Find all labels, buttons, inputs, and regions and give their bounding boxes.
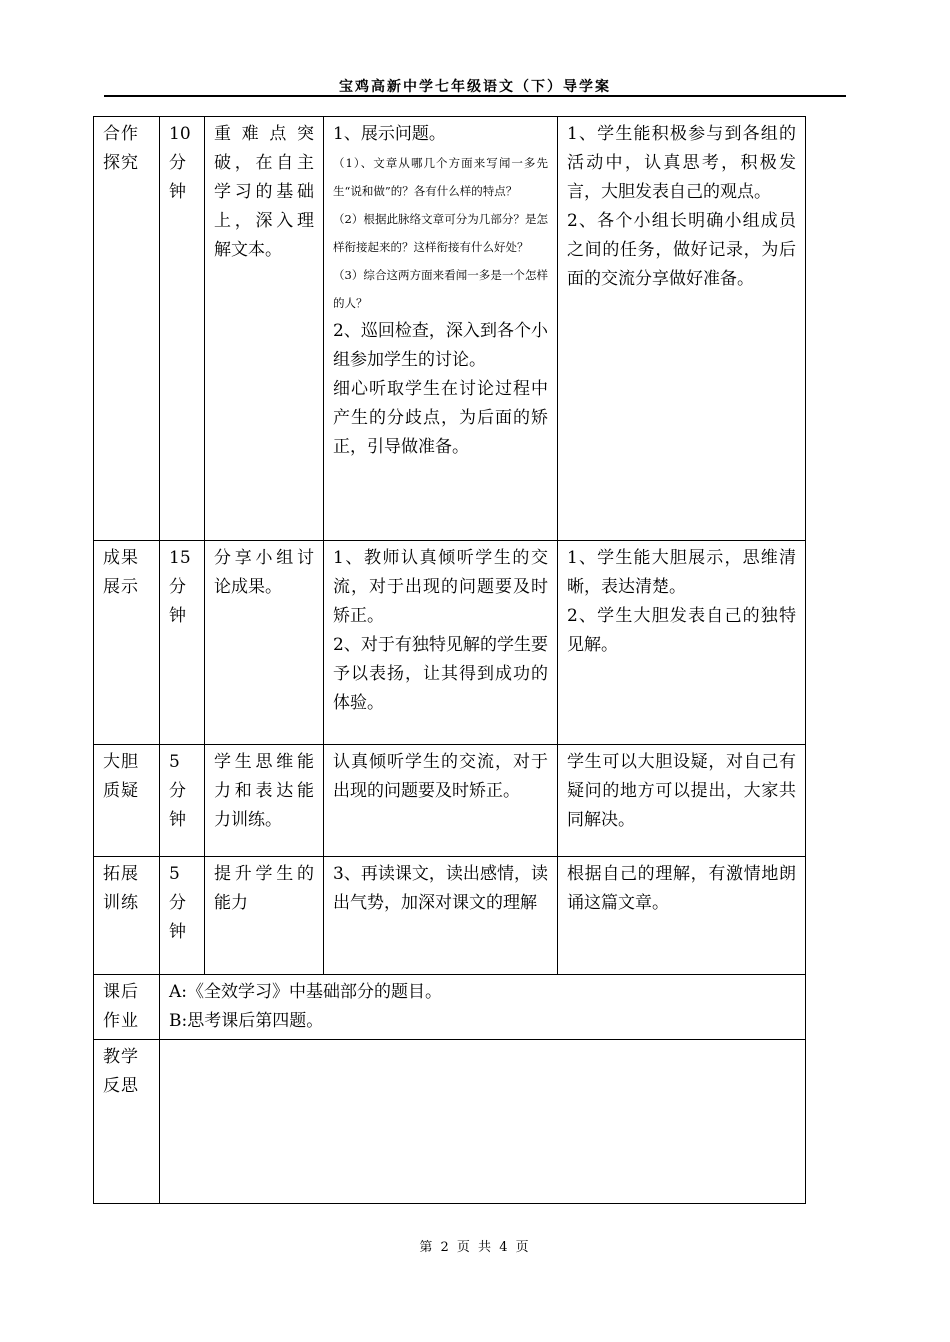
student-cell — [558, 541, 806, 745]
goal-cell: 提升学生的能力 — [205, 857, 324, 975]
goal-cell: 学生思维能力和表达能力训练。 — [205, 745, 324, 857]
teacher-cell — [324, 117, 558, 541]
time-cell — [160, 117, 205, 541]
goal-cell: 重难点突破，在自主学习的基础上，深入理解文本。 — [205, 117, 324, 541]
teacher-paragraph: 2、对于有独特见解的学生要予以表扬，让其得到成功的体验。 — [333, 635, 548, 713]
time-cell — [160, 857, 205, 975]
header-rule — [104, 95, 846, 97]
reflection-row — [94, 1040, 806, 1204]
teacher-paragraph: 细心听取学生在讨论过程中产生的分歧点，为后面的矫正，引导做准备。 — [333, 379, 548, 457]
question-3: （3）综合这两方面来看闻一多是一个怎样的人？ — [333, 268, 548, 310]
homework-item-b: B:思考课后第四题。 — [169, 1011, 324, 1031]
teacher-paragraph: 2、巡回检查，深入到各个小组参加学生的讨论。 — [333, 321, 548, 370]
homework-cell — [160, 975, 806, 1040]
goal-cell: 分享小组讨论成果。 — [205, 541, 324, 745]
stage-cell: 合作探究 — [94, 117, 160, 541]
teacher-paragraph: 1、教师认真倾听学生的交流，对于出现的问题要及时矫正。 — [333, 548, 548, 626]
table-row — [94, 745, 806, 857]
student-paragraph: 2、各个小组长明确小组成员之间的任务，做好记录，为后面的交流分享做好准备。 — [567, 211, 796, 289]
time-unit-1: 分 — [169, 153, 186, 173]
reflection-cell — [160, 1040, 806, 1204]
table-row — [94, 857, 806, 975]
question-2: （2）根据此脉络文章可分为几部分？是怎样衔接起来的？这样衔接有什么好处？ — [333, 212, 548, 254]
page-header-title: 宝鸡高新中学七年级语文（下）导学案 — [339, 79, 611, 95]
stage-cell: 成果展示 — [94, 541, 160, 745]
stage-cell: 大胆质疑 — [94, 745, 160, 857]
time-unit-1: 分 — [169, 893, 186, 913]
table-row — [94, 541, 806, 745]
teacher-cell: 认真倾听学生的交流，对于出现的问题要及时矫正。 — [324, 745, 558, 857]
student-cell: 学生可以大胆设疑，对自己有疑问的地方可以提出，大家共同解决。 — [558, 745, 806, 857]
stage-cell: 课后作业 — [94, 975, 160, 1040]
homework-row — [94, 975, 806, 1040]
student-paragraph: 2、学生大胆发表自己的独特见解。 — [567, 606, 796, 655]
lesson-plan-table — [93, 116, 806, 1204]
homework-item-a: A:《全效学习》中基础部分的题目。 — [169, 982, 443, 1002]
page-footer: 第 2 页 共 4 页 — [419, 1240, 531, 1255]
stage-cell: 拓展训练 — [94, 857, 160, 975]
time-cell — [160, 541, 205, 745]
time-value: 15 — [169, 548, 191, 568]
time-unit-2: 钟 — [169, 810, 186, 830]
time-unit-2: 钟 — [169, 606, 186, 626]
time-unit-1: 分 — [169, 577, 186, 597]
teacher-cell — [324, 541, 558, 745]
time-unit-2: 钟 — [169, 922, 186, 942]
time-cell — [160, 745, 205, 857]
student-cell — [558, 117, 806, 541]
teacher-cell: 3、再读课文，读出感情，读出气势，加深对课文的理解 — [324, 857, 558, 975]
student-paragraph: 1、学生能大胆展示，思维清晰，表达清楚。 — [567, 548, 796, 597]
time-value: 5 — [169, 752, 180, 772]
teacher-intro: 1、展示问题。 — [333, 124, 446, 144]
student-paragraph: 1、学生能积极参与到各组的活动中，认真思考，积极发言，大胆发表自己的观点。 — [567, 124, 796, 202]
time-unit-2: 钟 — [169, 182, 186, 202]
table-row — [94, 117, 806, 541]
student-cell: 根据自己的理解，有激情地朗诵这篇文章。 — [558, 857, 806, 975]
time-unit-1: 分 — [169, 781, 186, 801]
stage-cell: 教学反思 — [94, 1040, 160, 1204]
time-value: 5 — [169, 864, 180, 884]
question-1: （1）、文章从哪几个方面来写闻一多先生“说和做”的？各有什么样的特点？ — [333, 156, 548, 198]
time-value: 10 — [169, 124, 191, 144]
